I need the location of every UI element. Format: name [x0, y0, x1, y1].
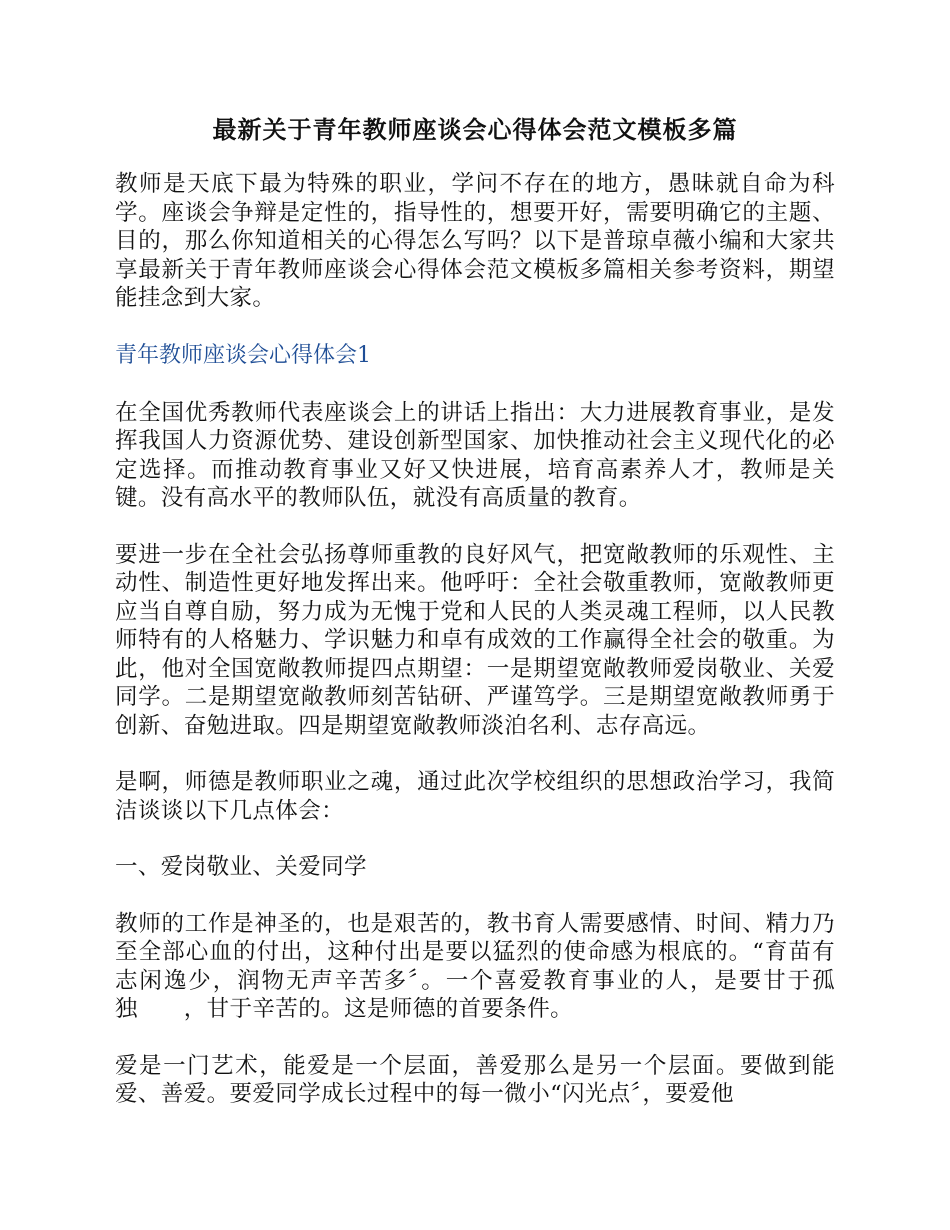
body-paragraph-2: 要进一步在全社会弘扬尊师重教的良好风气，把宽敞教师的乐观性、主动性、制造性更好地发挥出来。他呼吁：全社会敬重教师，宽敞教师更应当自尊自励，努力成为无愧于党和人民的人类灵魂工程师，以人民教师特有的人格魅力、学识魅力和卓有成效的工作赢得全社会的敬重。为此，他对全国宽敞教师提四点期望：一是期望宽敞教师爱岗敬业、关爱同学。二是期望宽敞教师刻苦钻研、严谨笃学。三是期望宽敞教师勇于创新、奋勉进取。四是期望宽敞教师淡泊名利、志存高远。	[115, 541, 835, 739]
body-paragraph-1: 在全国优秀教师代表座谈会上的讲话上指出：大力进展教育事业，是发挥我国人力资源优势、建设创新型国家、加快推动社会主义现代化的必定选择。而推动教育事业又好又快进展，培育高素养人才，教师是关键。没有高水平的教师队伍，就没有高质量的教育。	[115, 399, 835, 511]
body-paragraph-5: 爱是一门艺术，能爱是一个层面，善爱那么是另一个层面。要做到能爱、善爱。要爱同学成长过程中的每一微小“闪光点〞，要爱他	[115, 1052, 835, 1107]
intro-paragraph: 教师是天底下最为特殊的职业，学问不存在的地方，愚昧就自命为科学。座谈会争辩是定性的，指导性的，想要开好，需要明确它的主题、目的，那么你知道相关的心得怎么写吗？以下是普琼卓薇小编和大家共享最新关于青年教师座谈会心得体会范文模板多篇相关参考资料，期望能挂念到大家。	[115, 171, 835, 311]
document-page	[115, 112, 835, 1137]
body-paragraph-4: 教师的工作是神圣的，也是艰苦的，教书育人需要感情、时间、精力乃至全部心血的付出，这种付出是要以猛烈的使命感为根底的。“育苗有志闲逸少，润物无声辛苦多〞。一个喜爱教育事业的人，是要甘于孤独 ，甘于辛苦的。这是师德的首要条件。	[115, 910, 835, 1022]
section-heading: 青年教师座谈会心得体会1	[115, 342, 371, 368]
body-paragraph-3: 是啊，师德是教师职业之魂，通过此次学校组织的思想政治学习，我简洁谈谈以下几点体会：	[115, 769, 835, 824]
subheading-paragraph: 一、爱岗敬业、关爱同学	[115, 854, 367, 880]
document-title: 最新关于青年教师座谈会心得体会范文模板多篇	[212, 115, 738, 144]
